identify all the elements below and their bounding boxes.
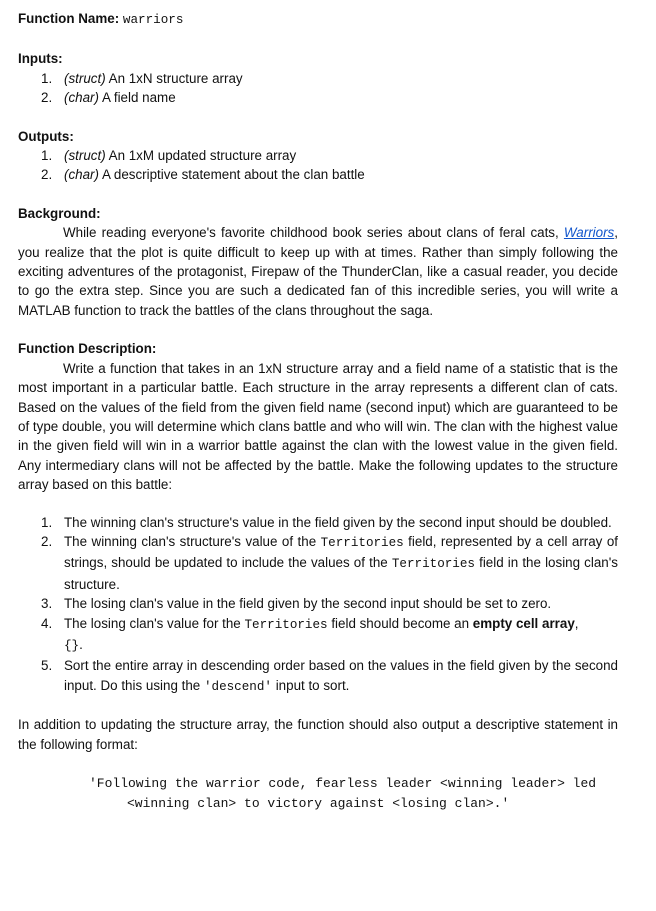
description-paragraph xyxy=(18,359,618,495)
function-name: warriors xyxy=(122,13,184,27)
format-line-1: 'Following the warrior code, fearless leader <winning leader> led xyxy=(89,776,597,791)
list-item xyxy=(18,69,618,88)
input-type: (struct) xyxy=(64,70,106,86)
code-descend: 'descend' xyxy=(203,679,272,694)
output-description: An 1xM updated structure array xyxy=(108,148,297,164)
list-number: 2. xyxy=(41,533,53,549)
list-number: 3. xyxy=(41,596,53,612)
format-line-2: <winning clan> to victory against <losing clan>.' xyxy=(127,796,510,811)
step-text: field, represented by a cell array of strings, should be updated to include the values of the xyxy=(64,533,618,571)
step-text: The losing clan's value for the xyxy=(64,615,245,631)
list-item xyxy=(18,513,618,532)
list-number: 5. xyxy=(41,658,53,674)
outputs-heading: Outputs: xyxy=(18,128,74,144)
outputs-list xyxy=(18,146,618,185)
list-number: 2. xyxy=(41,90,53,106)
input-type: (char) xyxy=(64,90,99,106)
list-item xyxy=(18,614,618,657)
step-text: The losing clan's value in the field given by the second input should be set to zero. xyxy=(64,596,552,612)
addition-paragraph: In addition to updating the structure array, the function should also output a descriptive statement in the following format: xyxy=(18,717,618,752)
list-item xyxy=(18,656,618,697)
step-text: . xyxy=(79,636,83,652)
output-type: (struct) xyxy=(64,148,106,164)
step-text: Sort the entire array in descending order based on the values in the field given by the second input. Do this using the xyxy=(64,658,618,693)
emphasis-text: empty cell array xyxy=(472,615,575,631)
step-text: field in the losing clan's structure. xyxy=(64,555,618,592)
step-text: The winning clan's structure's value in the field given by the second input should be doubled. xyxy=(64,514,612,530)
inputs-section xyxy=(18,49,618,107)
input-description: An 1xN structure array xyxy=(108,70,243,86)
function-name-label: Function Name: xyxy=(18,11,120,26)
step-text: input to sort. xyxy=(271,677,350,693)
code-territories: Territories xyxy=(391,557,475,572)
warriors-link[interactable]: Warriors xyxy=(563,225,615,241)
list-item xyxy=(18,146,618,165)
background-intro: While reading everyone's favorite childhood book series about clans of feral cats, xyxy=(63,225,559,241)
function-name-line xyxy=(18,9,618,30)
output-format-block xyxy=(89,774,609,814)
step-text: field should become an xyxy=(327,615,473,631)
code-territories: Territories xyxy=(244,617,328,632)
inputs-list xyxy=(18,69,618,108)
code-territories: Territories xyxy=(320,535,404,550)
background-section xyxy=(18,204,618,320)
background-rest: , you realize that the plot is quite difficult to keep up with at times. Rather than simply following the exciting adventures of the protagonist, Firepaw of the ThunderClan, like a casual reader, you decide to go the extra step. Since you are such a dedicated fan of this incredible series, you will write a MATLAB function to track the battles of the clans throughout the saga. xyxy=(18,225,618,318)
list-item xyxy=(18,594,618,613)
list-number: 1. xyxy=(41,514,53,530)
step-text: The winning clan's structure's value of the xyxy=(64,533,321,549)
list-number: 4. xyxy=(41,615,53,631)
code-empty-cell: {} xyxy=(64,638,80,653)
output-description: A descriptive statement about the clan battle xyxy=(101,167,365,183)
list-item xyxy=(18,88,618,107)
description-section xyxy=(18,339,618,494)
list-item xyxy=(18,532,618,594)
list-item xyxy=(18,165,618,184)
list-number: 1. xyxy=(41,148,53,164)
output-type: (char) xyxy=(64,167,99,183)
document-page xyxy=(18,9,618,814)
background-heading: Background: xyxy=(18,205,101,221)
outputs-section xyxy=(18,127,618,185)
list-number: 2. xyxy=(41,167,53,183)
input-description: A field name xyxy=(101,90,176,106)
description-heading: Function Description: xyxy=(18,341,157,357)
description-text: Write a function that takes in an 1xN structure array and a field name of a statistic that is the most important in a particular battle. Each structure in the array represents a different clan of cats. Based on the values of the field from the given field name (second input) which are guaranteed to be of type double, you will determine which clans battle and who will win. The clan with the highest value in the given field will win in a warrior battle against the clan with the lowest value in the given field. Any intermediary clans will not be affected by the battle. Make the following updates to the structure array based on this battle: xyxy=(18,360,618,493)
inputs-heading: Inputs: xyxy=(18,51,63,67)
list-number: 1. xyxy=(41,70,53,86)
step-text: , xyxy=(574,615,579,631)
background-paragraph xyxy=(18,223,618,320)
update-steps-list xyxy=(18,513,618,698)
